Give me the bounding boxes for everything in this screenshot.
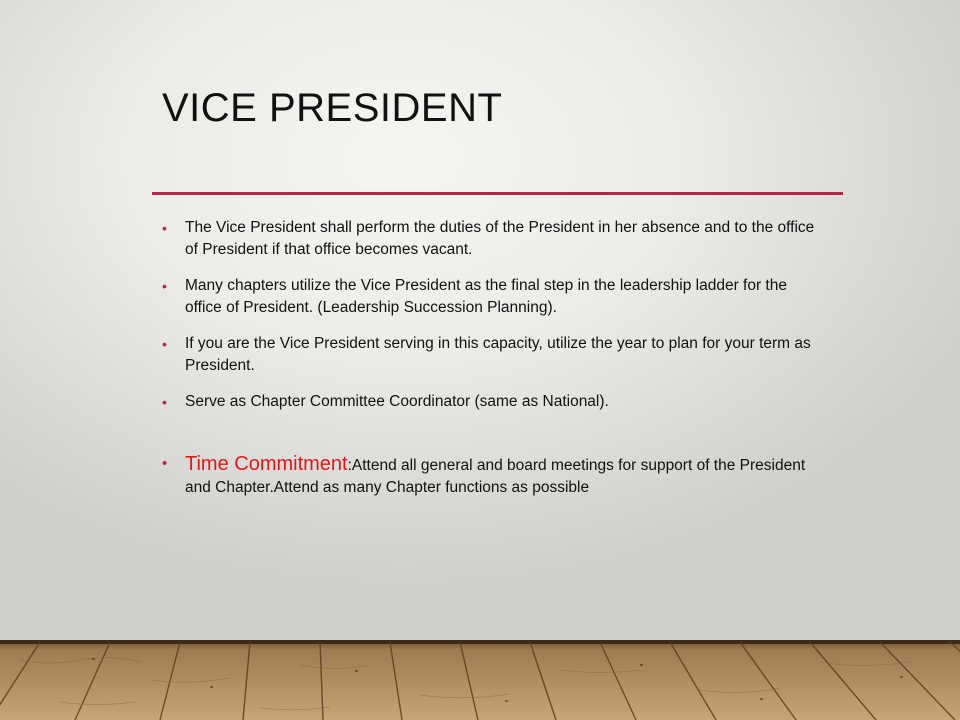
- bullet-text: Many chapters utilize the Vice President as the final step in the leadership ladder for the office of President. (Leadership Succession Planning).: [185, 277, 787, 316]
- bullet-marker: •: [162, 394, 167, 410]
- bullet-marker: •: [162, 336, 167, 352]
- time-commitment-text: :Attend all general and board meetings for support of the President and Chapter.Attend as many Chapter functions as possible: [185, 457, 806, 496]
- wood-floor-image: [0, 640, 960, 720]
- bullet-text: If you are the Vice President serving in this capacity, utilize the year to plan for your term as President.: [185, 335, 811, 374]
- list-item: [162, 391, 822, 413]
- bullet-list: [162, 217, 822, 513]
- bullet-marker: •: [162, 455, 168, 472]
- list-item: [162, 217, 822, 261]
- slide-title: VICE PRESIDENT: [162, 86, 503, 130]
- list-item: [162, 333, 822, 377]
- time-commitment-item: [162, 453, 822, 499]
- bullet-text: Serve as Chapter Committee Coordinator (same as National).: [185, 393, 609, 410]
- title-underline: [152, 192, 843, 195]
- list-item: [162, 275, 822, 319]
- bullet-text: The Vice President shall perform the duties of the President in her absence and to the office of President if that office becomes vacant.: [185, 219, 815, 258]
- bullet-marker: •: [162, 278, 167, 294]
- bullet-marker: •: [162, 220, 167, 236]
- time-commitment-label: Time Commitment: [185, 453, 348, 475]
